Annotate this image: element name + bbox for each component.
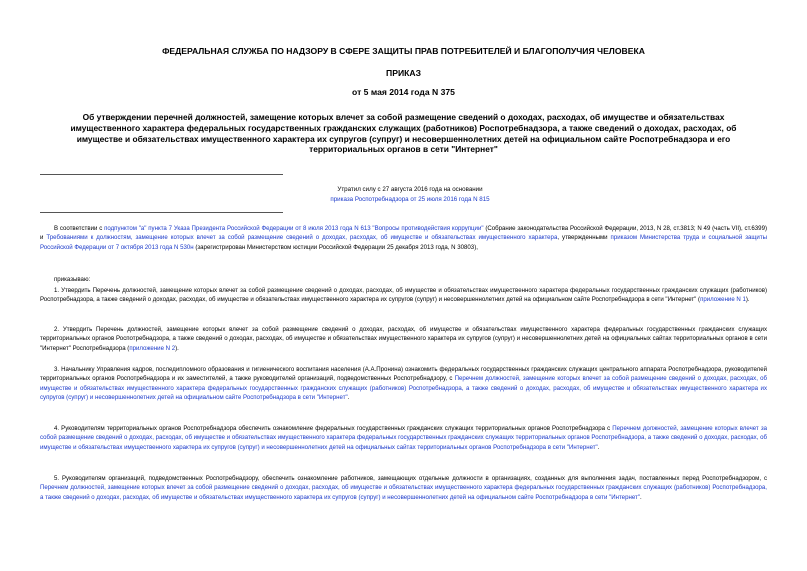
p4-link-list[interactable]: Перечнем должностей, замещение которых влечет за собой размещение сведений о доходах, расходах, об имуществе и обязательствах имущественного характера федеральных государственных гражданских служащих территориальных органов Роспотребнадзора, а также сведений о доходах, расходах, об имуществе и обязательствах имущественного характера их супругов (супруг) и несовершеннолетних детей на официальных сайтах территориальных органов Роспотребнадзора в сети "Интернет" xyxy=(40,425,767,451)
p2-text-2: ). xyxy=(175,344,179,352)
paragraph-5 xyxy=(40,474,767,502)
paragraph-1 xyxy=(40,286,767,305)
status-line: Утратил силу с 27 августа 2016 года на основании xyxy=(337,186,483,193)
paragraph-3 xyxy=(40,365,767,403)
intro-link-order[interactable]: приказом Министерства труда и социальной защиты Российской Федерации от 7 октября 2013 года N 530н xyxy=(40,234,767,251)
p3-text-1: 3. Начальнику Управления кадров, последипломного образования и гигиенического воспитания населения (А.А.Пронина) ознакомить федеральных государственных гражданских служащих центрального аппарата Роспотребнадзора, руководителей территориальных органов Роспотребнадзора и их заместителей, а также руководителей организаций, подведомственных Роспотребнадзору, с xyxy=(40,366,767,383)
intro-text-1: В соответствии с xyxy=(54,225,105,232)
paragraph-4 xyxy=(40,424,767,452)
p2-text-1: 2. Утвердить Перечень должностей, замещение которых влечет за собой размещение сведений о доходах, расходах, об имуществе и обязательствах имущественного характера федеральных государственных гражданских служащих территориальных органов Роспотребнадзора, а также сведений о доходах, расходах, об имуществе и обязательствах имущественного характера их супругов (супруг) и несовершеннолетних детей на официальных сайтах территориальных органов в сети "Интернет" Роспотребнадзора ( xyxy=(40,326,767,352)
p3-link-list[interactable]: Перечнем должностей, замещение которых влечет за собой размещение сведений о доходах, расходах, об имуществе и обязательствах имущественного характера федеральных государственных гражданских служащих (работников) Роспотребнадзора, а также сведений о доходах, расходах, об имуществе и обязательствах имущественного характера их супругов (супруг) и несовершеннолетних детей на официальном сайте Роспотребнадзора в сети "Интернет" xyxy=(40,375,767,402)
p4-text-2: . xyxy=(597,443,600,451)
divider-top xyxy=(40,174,283,175)
intro-text-3: , утвержденными xyxy=(557,234,611,242)
document-title: Об утверждении перечней должностей, замещение которых влечет за собой размещение сведений о доходах, расходах, об имуществе и обязательствах имущественного характера федеральных государственных гражданских служащих (работников) Роспотребнадзора, а также сведений о доходах, расходах, об имуществе и обязательствах имущественного характера их супругов (супруг) и несовершеннолетних детей на официальном сайте Роспотребнадзора и его территориальных органов в сети "Интернет" xyxy=(70,112,737,155)
status-note xyxy=(290,185,530,205)
p5-link-list[interactable]: Перечнем должностей, замещение которых влечет за собой размещение сведений о доходах, расходах, об имуществе и обязательствах имущественного характера федеральных государственных гражданских служащих (работников) Роспотребнадзора, а также сведений о доходах, расходах, об имуществе и обязательствах имущественного характера их супругов (супруг) и несовершеннолетних детей на официальном сайте Роспотребнадзора в сети "Интернет" xyxy=(40,484,767,501)
divider-bottom xyxy=(40,212,283,213)
date-number-heading: от 5 мая 2014 года N 375 xyxy=(352,87,455,97)
p3-text-2: . xyxy=(347,394,350,402)
status-link[interactable]: приказа Роспотребнадзора от 25 июля 2016 года N 815 xyxy=(330,196,490,203)
p1-link-appendix-1[interactable]: приложение N 1 xyxy=(700,296,746,304)
agency-heading: ФЕДЕРАЛЬНАЯ СЛУЖБА ПО НАДЗОРУ В СФЕРЕ ЗАЩИТЫ ПРАВ ПОТРЕБИТЕЛЕЙ И БЛАГОПОЛУЧИЯ ЧЕЛОВЕКА xyxy=(162,46,645,56)
paragraph-2 xyxy=(40,325,767,353)
intro-text-2: (Собрание законодательства Российской Федерации, 2013, N 28, ст.3813; N 49 (часть VII), ст.6399) и xyxy=(40,225,767,242)
intro-link-requirements[interactable]: Требованиями к должностям, замещение которых влечет за собой размещение сведений о доходах, расходах, об имуществе и обязательствах имущественного характера xyxy=(46,234,558,242)
intro-paragraph xyxy=(40,224,767,252)
intro-link-decree[interactable]: подпунктом "а" пункта 7 Указа Президента Российской Федерации от 8 июля 2013 года N 613 "Вопросы противодействия коррупции" xyxy=(104,225,484,232)
intro-text-4: (зарегистрирован Министерством юстиции Российской Федерации 25 декабря 2013 года, N 30803), xyxy=(193,243,478,251)
p1-text-1: 1. Утвердить Перечень должностей, замещение которых влечет за собой размещение сведений о доходах, расходах, об имуществе и обязательствах имущественного характера федеральных государственных гражданских служащих (работников) Роспотребнадзора, а также сведений о доходах, расходах, об имуществе и обязательствах имущественного характера их супругов (супруг) и несовершеннолетних детей на официальном сайте Роспотребнадзора в сети "Интернет" ( xyxy=(40,287,767,304)
order-word: приказываю: xyxy=(54,276,91,283)
p5-text-1: 5. Руководителям организаций, подведомственных Роспотребнадзору, обеспечить ознакомление работников, замещающих отдельные должности в организациях, созданных для выполнения задач, поставленных перед Роспотребнадзором, с xyxy=(54,475,767,482)
p1-text-2: ). xyxy=(745,296,750,304)
p4-text-1: 4. Руководителям территориальных органов Роспотребнадзора обеспечить ознакомление федеральных государственных гражданских служащих территориальных органов Роспотребнадзора с xyxy=(54,425,613,432)
p5-text-2: . xyxy=(639,493,642,501)
doc-type-heading: ПРИКАЗ xyxy=(386,68,421,78)
p2-link-appendix-2[interactable]: приложение N 2 xyxy=(129,344,176,352)
